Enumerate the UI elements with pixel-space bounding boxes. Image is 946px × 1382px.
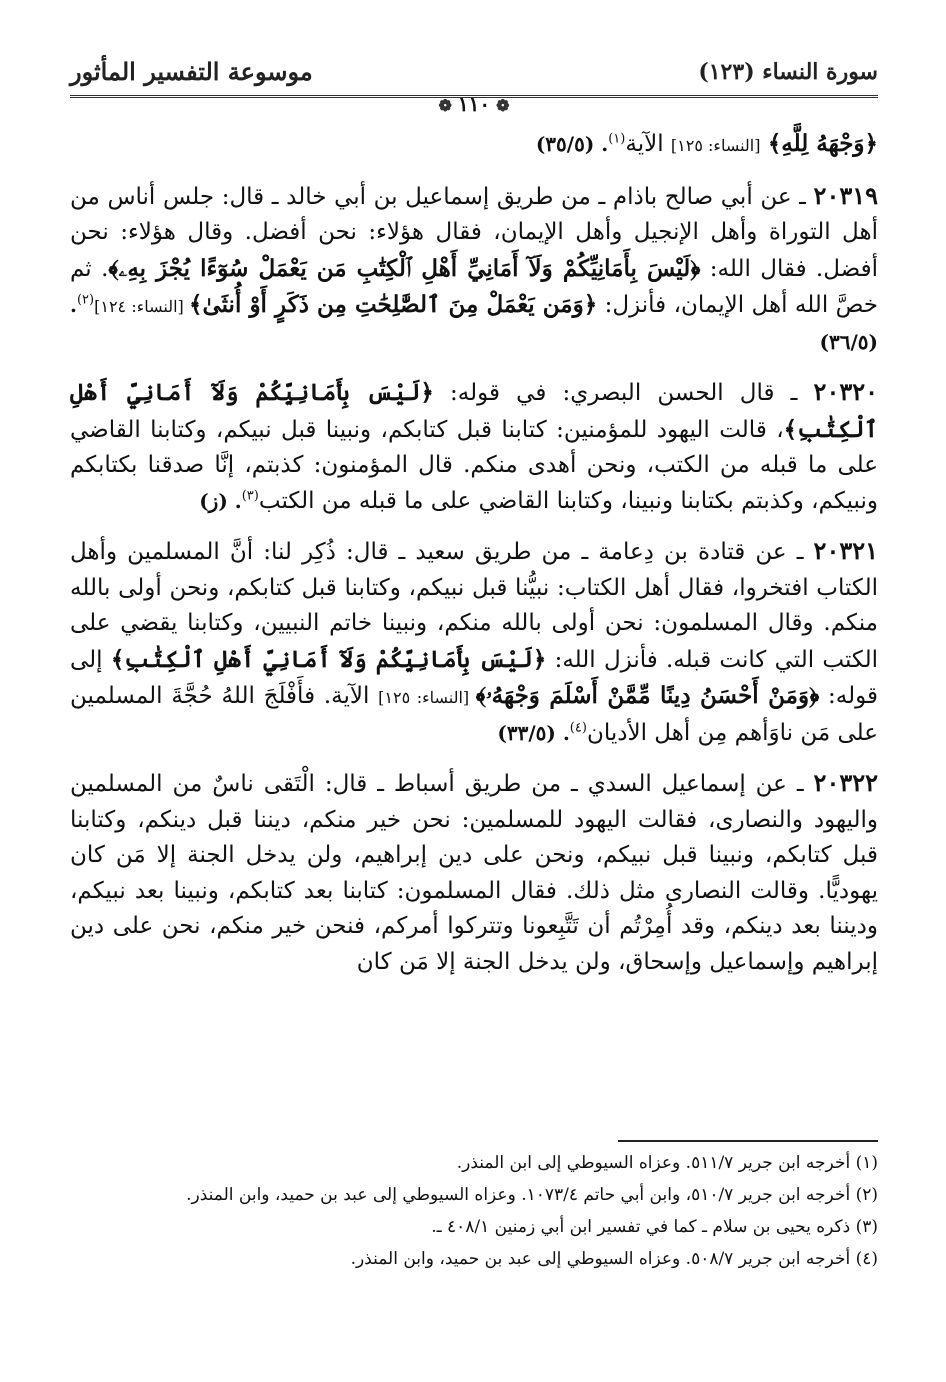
narration-number: ٢٠٣٢٠ <box>813 377 878 406</box>
quran-quote: ﴿لَيْسَ بِأَمَانِيِّكُمْ وَلَآ أَمَانِيِّ أَهْلِ ٱلْكِتَٰبِ﴾ <box>110 645 547 673</box>
text-segment: ـ عن إسماعيل السدي ـ من طريق أسباط ـ قال: الْتَقى ناسٌ من المسلمين واليهود والنصارى، فقالت اليهود للمسلمين: نحن خير منكم، ديننا قبل دينكم، وكتابنا قبل كتابكم، ونبينا قبل نبيكم، ونحن على دين إبراهيم، ولن يدخل الجنة إلا مَن كان يهوديًّا. وقالت النصارى مثل ذلك. فقال المسلمون: كتابنا بعد كتابكم، ونبينا بعد نبيكم، وديننا بعد دينكم، وقد أُمِرْتُم أن تَتَّبِعونا وتتركوا أمركم، فنحن خير منكم، نحن على دين إبراهيم وإسماعيل وإسحاق، ولن يدخل الجنة إلا مَن كان <box>70 771 878 975</box>
footnote-marker: (٣) <box>241 487 259 503</box>
narration-paragraph <box>70 178 878 361</box>
narration-number: ٢٠٣٢٢ <box>813 768 878 797</box>
quran-quote: ﴿وَمَن يَعْمَلْ مِنَ ٱلصَّٰلِحَٰتِ مِن ذَكَرٍ أَوْ أُنثَىٰ﴾ <box>188 291 598 318</box>
ornament-icon: ❁ <box>496 96 510 115</box>
text-segment: إلى قوله: <box>70 646 878 709</box>
footnote-separator <box>618 1140 878 1142</box>
page-number-line <box>70 92 878 116</box>
sura-header: سورة النساء (١٢٣) <box>698 59 878 85</box>
text-segment: . ثم خصَّ الله أهل الإيمان، فأنزل: <box>70 255 879 318</box>
text-segment: الآية <box>625 131 671 157</box>
book-page <box>70 40 878 1350</box>
surah-reference: [النساء: ١٢٥] <box>670 136 761 155</box>
quran-quote: ﴿وَجْهَهُ لِلَّهِ﴾ <box>767 130 878 157</box>
narration-number: ٢٠٣٢١ <box>813 536 878 565</box>
source-code: . (٣٣/٥) <box>497 720 570 745</box>
footnote-marker: (٢) <box>76 292 95 308</box>
main-text <box>70 126 878 980</box>
ornament-icon: ❁ <box>438 96 452 115</box>
source-code: . (٣٥/٥) <box>535 132 609 156</box>
book-title: موسوعة التفسير المأثور <box>70 57 313 86</box>
narration-paragraph <box>70 533 878 751</box>
text-segment: ـ عن أبي صالح باذام ـ من طريق إسماعيل بن أبي خالد ـ قال: جلس أناس من أهل التوراة وأهل الإنجيل وأهل الإيمان، فقال هؤلاء: نحن أفضل. وقال هؤلاء: نحن أفضل. فقال الله: <box>70 183 878 282</box>
footnote: (٢) أخرجه ابن جرير ٥١٠/٧، وابن أبي حاتم ١٠٧٣/٤. وعزاه السيوطي إلى عبد بن حميد، وابن المنذر. <box>186 1185 878 1205</box>
paragraph-continuation <box>70 126 878 164</box>
page-number: ١١٠ <box>457 92 491 116</box>
footnote-marker: (١) <box>608 131 626 147</box>
surah-reference: [النساء: ١٢٤] <box>94 297 189 316</box>
text-segment: ـ عن قتادة بن دِعامة ـ من طريق سعيد ـ قال: ذُكِر لنا: أنَّ المسلمين وأهل الكتاب افتخروا، فقال أهل الكتاب: نبيُّنا قبل نبيكم، وكتابنا قبل كتابكم، ونحن أولى بالله منكم. وقال المسلمون: نحن أولى بالله منكم، ونبينا خاتم النبيين، وكتابنا يقضي على الكتب التي كانت قبله. فأنزل الله: <box>70 539 878 673</box>
text-segment: الآية. فأَفْلَجَ اللهُ حُجَّةَ المسلمين على مَن ناوَأهم مِن أهل الأديان <box>70 683 878 746</box>
footnote: (٤) أخرجه ابن جرير ٥٠٨/٧. وعزاه السيوطي إلى عبد بن حميد، وابن المنذر. <box>350 1249 878 1269</box>
quran-quote: ﴿لَيْسَ بِأَمَانِيِّكُمْ وَلَآ أَمَانِيِّ أَهْلِ ٱلْكِتَٰبِ﴾ <box>70 379 878 443</box>
running-header <box>70 55 878 95</box>
footnotes <box>70 1150 878 1278</box>
narration-number: ٢٠٣١٩ <box>813 180 878 210</box>
text-segment: ، قالت اليهود للمؤمنين: كتابنا قبل كتابكم، ونبينا قبل نبيكم، وكتابنا القاضي على ما قبله من الكتب، ونحن أهدى منكم. قال المؤمنون: كذبتم، إنَّا صدقنا بكتابكم ونبيكم، وكذبتم بكتابنا ونبينا، وكتابنا القاضي على ما قبله من الكتب <box>70 416 878 514</box>
surah-reference: [النساء: ١٢٥] <box>378 688 476 707</box>
footnote-marker: (٤) <box>569 719 587 735</box>
text-segment: ـ قال الحسن البصري: في قوله: <box>433 380 814 406</box>
narration-paragraph <box>70 765 878 980</box>
footnote: (١) أخرجه ابن جرير ٥١١/٧. وعزاه السيوطي إلى ابن المنذر. <box>456 1153 878 1173</box>
quran-quote: ﴿وَمَنْ أَحْسَنُ دِينًا مِّمَّنْ أَسْلَمَ وَجْهَهُۥ﴾ <box>475 682 820 709</box>
source-code: . (٣٦/٥) <box>70 293 878 354</box>
quran-quote: ﴿لَيْسَ بِأَمَانِيِّكُمْ وَلَآ أَمَانِيِّ أَهْلِ ٱلْكِتَٰبِ مَن يَعْمَلْ سُوٓءًا يُجْزَ بِهِۦ﴾ <box>108 254 701 282</box>
source-code: . (ز) <box>199 488 242 513</box>
footnote: (٣) ذكره يحيى بن سلام ـ كما في تفسير ابن أبي زمنين ٤٠٨/١ ـ. <box>431 1217 878 1237</box>
narration-paragraph <box>70 374 878 519</box>
